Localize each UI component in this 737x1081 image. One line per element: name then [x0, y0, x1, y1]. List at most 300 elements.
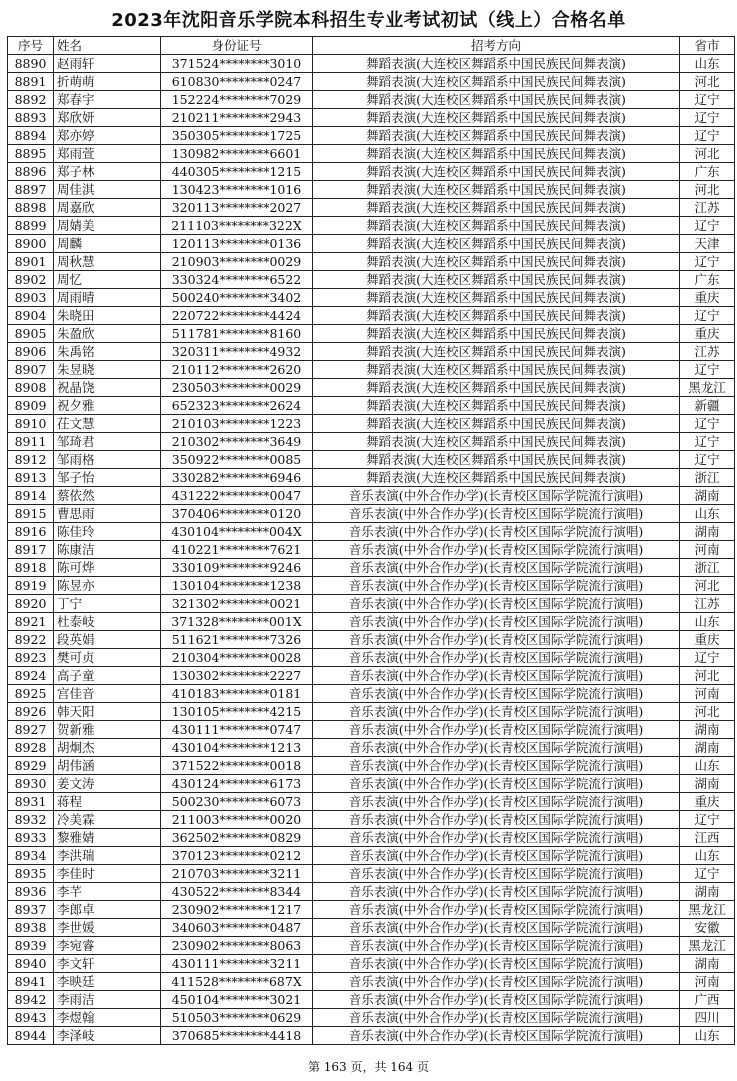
cell-no: 8942: [8, 991, 54, 1009]
table-row: [8, 595, 735, 613]
cell-no: 8923: [8, 649, 54, 667]
cell-no: 8926: [8, 703, 54, 721]
header-name: 姓名: [54, 37, 161, 55]
cell-direction: 音乐表演(中外合作办学)(长青校区国际学院流行演唱): [313, 577, 680, 595]
cell-no: 8938: [8, 919, 54, 937]
table-row: [8, 1027, 735, 1045]
table-row: [8, 199, 735, 217]
cell-no: 8905: [8, 325, 54, 343]
cell-direction: 音乐表演(中外合作办学)(长青校区国际学院流行演唱): [313, 685, 680, 703]
cell-no: 8915: [8, 505, 54, 523]
cell-no: 8920: [8, 595, 54, 613]
table-row: [8, 325, 735, 343]
table-row: [8, 235, 735, 253]
cell-direction: 舞蹈表演(大连校区舞蹈系中国民族民间舞表演): [313, 217, 680, 235]
cell-province: 河北: [680, 73, 735, 91]
cell-id: 130105********4215: [161, 703, 313, 721]
cell-direction: 音乐表演(中外合作办学)(长青校区国际学院流行演唱): [313, 919, 680, 937]
cell-no: 8897: [8, 181, 54, 199]
cell-name: 周秋慧: [54, 253, 161, 271]
cell-direction: 舞蹈表演(大连校区舞蹈系中国民族民间舞表演): [313, 235, 680, 253]
cell-id: 430111********3211: [161, 955, 313, 973]
cell-direction: 音乐表演(中外合作办学)(长青校区国际学院流行演唱): [313, 613, 680, 631]
cell-direction: 音乐表演(中外合作办学)(长青校区国际学院流行演唱): [313, 739, 680, 757]
cell-no: 8928: [8, 739, 54, 757]
table-row: [8, 361, 735, 379]
cell-direction: 音乐表演(中外合作办学)(长青校区国际学院流行演唱): [313, 1027, 680, 1045]
cell-id: 371522********0018: [161, 757, 313, 775]
cell-name: 李郎卓: [54, 901, 161, 919]
table-row: [8, 811, 735, 829]
cell-province: 辽宁: [680, 253, 735, 271]
cell-name: 李映廷: [54, 973, 161, 991]
cell-province: 湖南: [680, 739, 735, 757]
cell-name: 陈可烨: [54, 559, 161, 577]
cell-no: 8894: [8, 127, 54, 145]
cell-name: 蒋程: [54, 793, 161, 811]
cell-no: 8899: [8, 217, 54, 235]
table-row: [8, 487, 735, 505]
table-body: [8, 55, 735, 1045]
table-row: [8, 559, 735, 577]
header-id: 身份证号: [161, 37, 313, 55]
table-row: [8, 739, 735, 757]
table-row: [8, 865, 735, 883]
cell-province: 重庆: [680, 631, 735, 649]
cell-direction: 舞蹈表演(大连校区舞蹈系中国民族民间舞表演): [313, 433, 680, 451]
cell-id: 211003********0020: [161, 811, 313, 829]
cell-id: 330324********6522: [161, 271, 313, 289]
table-row: [8, 91, 735, 109]
cell-name: 丁宁: [54, 595, 161, 613]
cell-province: 河南: [680, 541, 735, 559]
cell-no: 8916: [8, 523, 54, 541]
cell-province: 河南: [680, 973, 735, 991]
cell-id: 411528********687X: [161, 973, 313, 991]
cell-no: 8932: [8, 811, 54, 829]
cell-direction: 舞蹈表演(大连校区舞蹈系中国民族民间舞表演): [313, 253, 680, 271]
cell-province: 河北: [680, 703, 735, 721]
cell-province: 黑龙江: [680, 379, 735, 397]
cell-province: 安徽: [680, 919, 735, 937]
cell-id: 430124********6173: [161, 775, 313, 793]
table-row: [8, 829, 735, 847]
cell-id: 210103********1223: [161, 415, 313, 433]
table-row: [8, 397, 735, 415]
cell-id: 430111********0747: [161, 721, 313, 739]
table-row: [8, 937, 735, 955]
table-row: [8, 721, 735, 739]
cell-name: 李洪瑞: [54, 847, 161, 865]
cell-id: 130982********6601: [161, 145, 313, 163]
cell-id: 350922********0085: [161, 451, 313, 469]
cell-direction: 音乐表演(中外合作办学)(长青校区国际学院流行演唱): [313, 667, 680, 685]
cell-no: 8933: [8, 829, 54, 847]
cell-id: 610830********0247: [161, 73, 313, 91]
table-row: [8, 757, 735, 775]
cell-no: 8908: [8, 379, 54, 397]
table-row: [8, 883, 735, 901]
cell-no: 8925: [8, 685, 54, 703]
cell-id: 500230********6073: [161, 793, 313, 811]
cell-id: 511621********7326: [161, 631, 313, 649]
cell-name: 邹雨格: [54, 451, 161, 469]
cell-id: 210112********2620: [161, 361, 313, 379]
cell-name: 周麟: [54, 235, 161, 253]
cell-name: 李煜翰: [54, 1009, 161, 1027]
cell-no: 8911: [8, 433, 54, 451]
table-row: [8, 181, 735, 199]
cell-province: 江西: [680, 829, 735, 847]
cell-no: 8895: [8, 145, 54, 163]
cell-id: 370685********4418: [161, 1027, 313, 1045]
cell-name: 李文轩: [54, 955, 161, 973]
cell-direction: 音乐表演(中外合作办学)(长青校区国际学院流行演唱): [313, 847, 680, 865]
cell-name: 周佳淇: [54, 181, 161, 199]
cell-no: 8896: [8, 163, 54, 181]
cell-direction: 舞蹈表演(大连校区舞蹈系中国民族民间舞表演): [313, 451, 680, 469]
cell-province: 湖南: [680, 721, 735, 739]
cell-name: 胡炯杰: [54, 739, 161, 757]
cell-province: 湖南: [680, 955, 735, 973]
table-row: [8, 613, 735, 631]
table-row: [8, 973, 735, 991]
cell-no: 8944: [8, 1027, 54, 1045]
cell-no: 8904: [8, 307, 54, 325]
cell-province: 黑龙江: [680, 937, 735, 955]
cell-name: 陈佳玲: [54, 523, 161, 541]
cell-direction: 舞蹈表演(大连校区舞蹈系中国民族民间舞表演): [313, 289, 680, 307]
cell-id: 340603********0487: [161, 919, 313, 937]
cell-name: 周雨晴: [54, 289, 161, 307]
cell-no: 8892: [8, 91, 54, 109]
table-row: [8, 433, 735, 451]
table-row: [8, 703, 735, 721]
page-footer: 第 163 页，共 164 页: [307, 1060, 430, 1074]
cell-province: 辽宁: [680, 307, 735, 325]
table-row: [8, 955, 735, 973]
table-row: [8, 1009, 735, 1027]
cell-id: 450104********3021: [161, 991, 313, 1009]
cell-name: 段英娟: [54, 631, 161, 649]
cell-province: 湖南: [680, 775, 735, 793]
table-row: [8, 73, 735, 91]
cell-name: 周婧美: [54, 217, 161, 235]
cell-direction: 音乐表演(中外合作办学)(长青校区国际学院流行演唱): [313, 829, 680, 847]
cell-province: 湖南: [680, 523, 735, 541]
results-table: [7, 36, 735, 1045]
cell-no: 8891: [8, 73, 54, 91]
table-row: [8, 469, 735, 487]
cell-id: 230902********1217: [161, 901, 313, 919]
cell-province: 湖南: [680, 883, 735, 901]
cell-direction: 音乐表演(中外合作办学)(长青校区国际学院流行演唱): [313, 793, 680, 811]
table-row: [8, 523, 735, 541]
cell-id: 220722********4424: [161, 307, 313, 325]
cell-no: 8943: [8, 1009, 54, 1027]
cell-no: 8935: [8, 865, 54, 883]
cell-id: 500240********3402: [161, 289, 313, 307]
cell-id: 230503********0029: [161, 379, 313, 397]
table-row: [8, 541, 735, 559]
cell-province: 广东: [680, 163, 735, 181]
cell-province: 江苏: [680, 343, 735, 361]
cell-name: 贺新雅: [54, 721, 161, 739]
cell-province: 浙江: [680, 469, 735, 487]
cell-id: 430104********004X: [161, 523, 313, 541]
table-row: [8, 127, 735, 145]
cell-direction: 舞蹈表演(大连校区舞蹈系中国民族民间舞表演): [313, 91, 680, 109]
cell-name: 宫佳音: [54, 685, 161, 703]
table-row: [8, 163, 735, 181]
cell-direction: 舞蹈表演(大连校区舞蹈系中国民族民间舞表演): [313, 163, 680, 181]
table-row: [8, 793, 735, 811]
cell-no: 8936: [8, 883, 54, 901]
cell-id: 410183********0181: [161, 685, 313, 703]
cell-direction: 舞蹈表演(大连校区舞蹈系中国民族民间舞表演): [313, 181, 680, 199]
cell-province: 河北: [680, 667, 735, 685]
cell-name: 胡伟涵: [54, 757, 161, 775]
cell-id: 211103********322X: [161, 217, 313, 235]
table-row: [8, 775, 735, 793]
cell-province: 河南: [680, 685, 735, 703]
cell-direction: 音乐表演(中外合作办学)(长青校区国际学院流行演唱): [313, 523, 680, 541]
cell-no: 8910: [8, 415, 54, 433]
cell-name: 蔡依然: [54, 487, 161, 505]
cell-id: 430522********8344: [161, 883, 313, 901]
cell-province: 辽宁: [680, 811, 735, 829]
cell-name: 邹琦君: [54, 433, 161, 451]
cell-direction: 音乐表演(中外合作办学)(长青校区国际学院流行演唱): [313, 973, 680, 991]
cell-no: 8931: [8, 793, 54, 811]
cell-province: 辽宁: [680, 91, 735, 109]
cell-no: 8939: [8, 937, 54, 955]
cell-province: 黑龙江: [680, 901, 735, 919]
table-row: [8, 451, 735, 469]
cell-no: 8929: [8, 757, 54, 775]
cell-province: 山东: [680, 757, 735, 775]
cell-no: 8921: [8, 613, 54, 631]
cell-no: 8922: [8, 631, 54, 649]
cell-id: 362502********0829: [161, 829, 313, 847]
cell-no: 8924: [8, 667, 54, 685]
cell-name: 邹子怡: [54, 469, 161, 487]
cell-no: 8907: [8, 361, 54, 379]
cell-name: 郑亦婷: [54, 127, 161, 145]
cell-id: 320113********2027: [161, 199, 313, 217]
cell-id: 511781********8160: [161, 325, 313, 343]
cell-direction: 舞蹈表演(大连校区舞蹈系中国民族民间舞表演): [313, 361, 680, 379]
table-row: [8, 289, 735, 307]
cell-direction: 舞蹈表演(大连校区舞蹈系中国民族民间舞表演): [313, 127, 680, 145]
cell-name: 朱禹铭: [54, 343, 161, 361]
cell-no: 8902: [8, 271, 54, 289]
cell-direction: 音乐表演(中外合作办学)(长青校区国际学院流行演唱): [313, 901, 680, 919]
cell-province: 重庆: [680, 289, 735, 307]
table-header-row: [8, 37, 735, 55]
table-row: [8, 901, 735, 919]
cell-province: 河北: [680, 577, 735, 595]
table-row: [8, 577, 735, 595]
cell-no: 8913: [8, 469, 54, 487]
header-province: 省市: [680, 37, 735, 55]
cell-province: 辽宁: [680, 865, 735, 883]
cell-province: 重庆: [680, 325, 735, 343]
cell-direction: 舞蹈表演(大连校区舞蹈系中国民族民间舞表演): [313, 307, 680, 325]
cell-no: 8903: [8, 289, 54, 307]
cell-name: 祝夕雅: [54, 397, 161, 415]
table-row: [8, 649, 735, 667]
cell-name: 高子童: [54, 667, 161, 685]
cell-direction: 舞蹈表演(大连校区舞蹈系中国民族民间舞表演): [313, 199, 680, 217]
cell-direction: 舞蹈表演(大连校区舞蹈系中国民族民间舞表演): [313, 469, 680, 487]
cell-province: 四川: [680, 1009, 735, 1027]
table-row: [8, 145, 735, 163]
cell-direction: 音乐表演(中外合作办学)(长青校区国际学院流行演唱): [313, 505, 680, 523]
cell-direction: 音乐表演(中外合作办学)(长青校区国际学院流行演唱): [313, 865, 680, 883]
table-row: [8, 109, 735, 127]
header-no: 序号: [8, 37, 54, 55]
table-row: [8, 343, 735, 361]
cell-id: 330282********6946: [161, 469, 313, 487]
cell-id: 152224********7029: [161, 91, 313, 109]
cell-province: 江苏: [680, 199, 735, 217]
cell-direction: 舞蹈表演(大连校区舞蹈系中国民族民间舞表演): [313, 55, 680, 73]
cell-no: 8918: [8, 559, 54, 577]
cell-id: 230902********8063: [161, 937, 313, 955]
cell-province: 辽宁: [680, 451, 735, 469]
cell-id: 510503********0629: [161, 1009, 313, 1027]
cell-name: 杜泰岐: [54, 613, 161, 631]
cell-no: 8937: [8, 901, 54, 919]
cell-name: 李芊: [54, 883, 161, 901]
table-row: [8, 379, 735, 397]
cell-name: 赵雨轩: [54, 55, 161, 73]
cell-province: 广西: [680, 991, 735, 1009]
cell-direction: 音乐表演(中外合作办学)(长青校区国际学院流行演唱): [313, 937, 680, 955]
cell-direction: 音乐表演(中外合作办学)(长青校区国际学院流行演唱): [313, 883, 680, 901]
cell-name: 郑雨萱: [54, 145, 161, 163]
cell-province: 山东: [680, 613, 735, 631]
cell-name: 周嘉欣: [54, 199, 161, 217]
cell-name: 冷美霖: [54, 811, 161, 829]
cell-id: 370123********0212: [161, 847, 313, 865]
cell-province: 辽宁: [680, 415, 735, 433]
cell-province: 辽宁: [680, 649, 735, 667]
cell-province: 浙江: [680, 559, 735, 577]
cell-name: 郑欣妍: [54, 109, 161, 127]
cell-direction: 音乐表演(中外合作办学)(长青校区国际学院流行演唱): [313, 487, 680, 505]
cell-no: 8930: [8, 775, 54, 793]
table-row: [8, 847, 735, 865]
cell-name: 朱盈欣: [54, 325, 161, 343]
cell-id: 130423********1016: [161, 181, 313, 199]
cell-name: 茌文慧: [54, 415, 161, 433]
cell-province: 重庆: [680, 793, 735, 811]
cell-no: 8912: [8, 451, 54, 469]
table-row: [8, 55, 735, 73]
cell-direction: 音乐表演(中外合作办学)(长青校区国际学院流行演唱): [313, 721, 680, 739]
cell-province: 辽宁: [680, 433, 735, 451]
table-row: [8, 685, 735, 703]
cell-id: 370406********0120: [161, 505, 313, 523]
cell-name: 曹思雨: [54, 505, 161, 523]
cell-name: 朱昱晓: [54, 361, 161, 379]
cell-id: 410221********7621: [161, 541, 313, 559]
cell-no: 8914: [8, 487, 54, 505]
cell-province: 山东: [680, 1027, 735, 1045]
cell-direction: 舞蹈表演(大连校区舞蹈系中国民族民间舞表演): [313, 379, 680, 397]
cell-province: 湖南: [680, 487, 735, 505]
cell-id: 210903********0029: [161, 253, 313, 271]
cell-direction: 音乐表演(中外合作办学)(长青校区国际学院流行演唱): [313, 703, 680, 721]
cell-id: 320311********4932: [161, 343, 313, 361]
cell-id: 440305********1215: [161, 163, 313, 181]
cell-direction: 舞蹈表演(大连校区舞蹈系中国民族民间舞表演): [313, 109, 680, 127]
cell-direction: 音乐表演(中外合作办学)(长青校区国际学院流行演唱): [313, 541, 680, 559]
cell-id: 430104********1213: [161, 739, 313, 757]
table-row: [8, 991, 735, 1009]
cell-id: 330109********9246: [161, 559, 313, 577]
cell-no: 8909: [8, 397, 54, 415]
cell-id: 431222********0047: [161, 487, 313, 505]
cell-no: 8890: [8, 55, 54, 73]
header-direction: 招考方向: [313, 37, 680, 55]
cell-id: 210211********2943: [161, 109, 313, 127]
cell-id: 652323********2624: [161, 397, 313, 415]
cell-id: 130104********1238: [161, 577, 313, 595]
cell-no: 8901: [8, 253, 54, 271]
cell-no: 8898: [8, 199, 54, 217]
cell-province: 辽宁: [680, 127, 735, 145]
cell-id: 371524********3010: [161, 55, 313, 73]
cell-direction: 音乐表演(中外合作办学)(长青校区国际学院流行演唱): [313, 631, 680, 649]
cell-province: 河北: [680, 145, 735, 163]
table-row: [8, 631, 735, 649]
cell-province: 山东: [680, 55, 735, 73]
cell-no: 8934: [8, 847, 54, 865]
cell-province: 辽宁: [680, 109, 735, 127]
cell-direction: 舞蹈表演(大连校区舞蹈系中国民族民间舞表演): [313, 145, 680, 163]
cell-direction: 舞蹈表演(大连校区舞蹈系中国民族民间舞表演): [313, 343, 680, 361]
cell-name: 祝晶饶: [54, 379, 161, 397]
cell-province: 辽宁: [680, 217, 735, 235]
cell-name: 黎雅婧: [54, 829, 161, 847]
cell-province: 天津: [680, 235, 735, 253]
cell-id: 120113********0136: [161, 235, 313, 253]
cell-no: 8917: [8, 541, 54, 559]
cell-direction: 音乐表演(中外合作办学)(长青校区国际学院流行演唱): [313, 811, 680, 829]
cell-province: 山东: [680, 847, 735, 865]
table-row: [8, 919, 735, 937]
cell-id: 371328********001X: [161, 613, 313, 631]
cell-province: 河北: [680, 181, 735, 199]
cell-name: 陈昱亦: [54, 577, 161, 595]
cell-id: 210703********3211: [161, 865, 313, 883]
cell-no: 8927: [8, 721, 54, 739]
table-row: [8, 307, 735, 325]
table-row: [8, 271, 735, 289]
cell-direction: 音乐表演(中外合作办学)(长青校区国际学院流行演唱): [313, 595, 680, 613]
cell-province: 江苏: [680, 595, 735, 613]
cell-direction: 舞蹈表演(大连校区舞蹈系中国民族民间舞表演): [313, 415, 680, 433]
cell-direction: 音乐表演(中外合作办学)(长青校区国际学院流行演唱): [313, 991, 680, 1009]
cell-name: 陈康洁: [54, 541, 161, 559]
cell-direction: 音乐表演(中外合作办学)(长青校区国际学院流行演唱): [313, 559, 680, 577]
cell-no: 8919: [8, 577, 54, 595]
cell-name: 樊可贞: [54, 649, 161, 667]
cell-no: 8941: [8, 973, 54, 991]
